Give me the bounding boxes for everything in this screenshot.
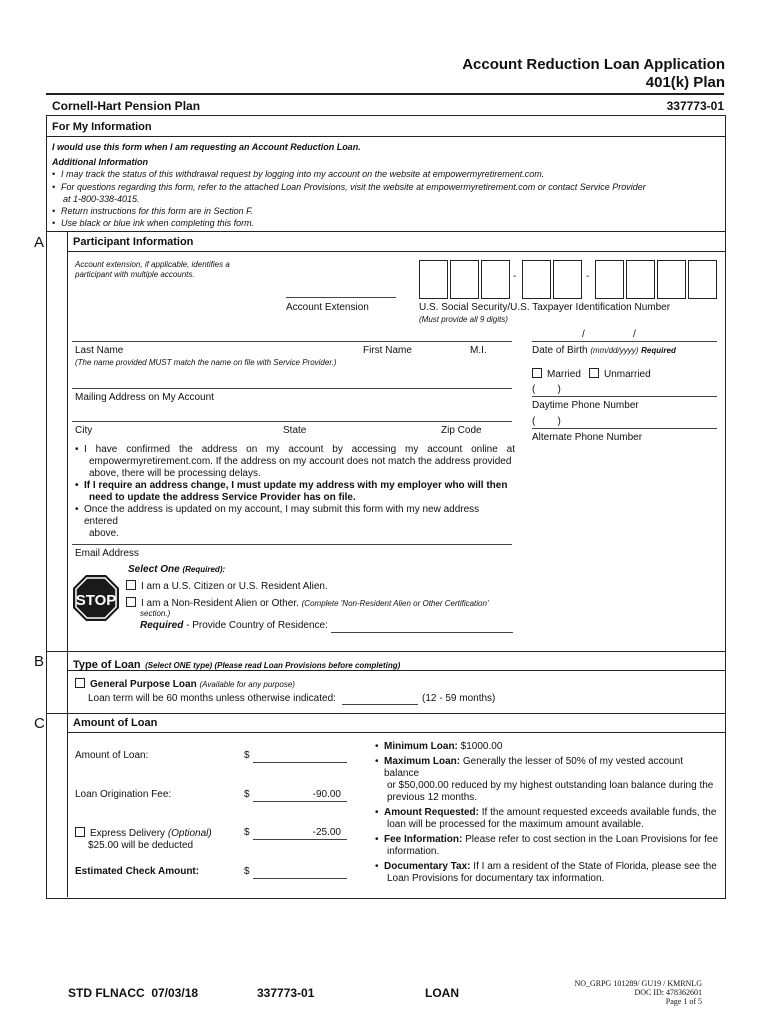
ssn-dash-1: -	[513, 271, 517, 282]
dob-label	[532, 345, 676, 356]
amount-of-loan-field[interactable]	[253, 762, 347, 763]
plan-name: Cornell-Hart Pension Plan	[52, 99, 201, 113]
max-loan-text-1: Generally the lesser of 50% of my vested account balance	[384, 756, 684, 779]
note-fee-information-cont: information.	[387, 846, 440, 857]
unmarried-checkbox[interactable]	[589, 368, 651, 380]
nonresident-note: (Complete 'Non-Resident Alien or Other Certification'	[301, 599, 489, 608]
note-maximum-loan-cont-2: previous 12 months.	[387, 792, 478, 803]
plan-number: 337773-01	[666, 99, 724, 113]
unmarried-label: Unmarried	[604, 369, 651, 380]
additional-info-heading: Additional Information	[52, 157, 148, 167]
dob-required: Required	[641, 346, 676, 355]
info-bullet-4: • Use black or blue ink when completing this form.	[52, 218, 255, 228]
nonresident-option[interactable]	[126, 597, 488, 609]
married-box[interactable]	[532, 368, 542, 378]
info-bullet-3: • Return instructions for this form are in Section F.	[52, 206, 253, 216]
stop-sign-icon	[72, 574, 120, 622]
extension-note	[75, 260, 230, 280]
address-bullet-2: • If I require an address change, I must update my address with my employer who will then	[75, 480, 508, 491]
fee-dollar-sign: $	[244, 789, 250, 800]
country-field[interactable]	[331, 632, 513, 633]
min-loan-value: $1000.00	[460, 741, 503, 752]
express-delivery-checkbox[interactable]	[75, 827, 85, 837]
first-name-label: First Name	[363, 345, 412, 356]
loan-notes	[375, 741, 720, 885]
extension-note-line-2: participant with multiple accounts.	[75, 270, 195, 279]
section-c-letter: C	[34, 715, 45, 732]
ssn-digit-8[interactable]	[657, 260, 686, 299]
form-subtitle: 401(k) Plan	[645, 74, 725, 91]
select-one-required: (Required):	[182, 565, 226, 574]
address-bullet-3-cont: above.	[89, 528, 120, 539]
origination-fee-label: Loan Origination Fee:	[75, 789, 172, 800]
estimated-dollar-sign: $	[244, 866, 250, 877]
married-label: Married	[547, 369, 581, 380]
ssn-note: (Must provide all 9 digits)	[419, 315, 508, 324]
city-label: City	[75, 425, 93, 436]
mi-label: M.I.	[470, 345, 487, 356]
express-dollar-sign: $	[244, 827, 250, 838]
country-required: Required	[140, 620, 184, 631]
section-a-top-rule	[46, 231, 725, 232]
estimated-check-field[interactable]	[253, 878, 347, 879]
name-note: (The name provided MUST match the name on file with Service Provider.)	[75, 358, 337, 367]
loan-term-range: (12 - 59 months)	[422, 693, 496, 704]
section-c-letter-divider	[67, 713, 68, 897]
section-c-top-rule	[46, 713, 725, 714]
footer-ref-2: DOC ID: 478362601	[634, 988, 702, 997]
amount-requested-text-1: If the amount requested exceeds available funds, the	[481, 807, 717, 818]
alternate-phone-field[interactable]	[532, 428, 717, 429]
nonresident-option-label: I am a Non-Resident Alien or Other.	[141, 598, 299, 609]
info-bullet-2: • For questions regarding this form, refer to the attached Loan Provisions, visit the website at empowermyretirement.com or contact Service Provider	[52, 182, 646, 192]
section-c-title: Amount of Loan	[73, 717, 158, 729]
email-field[interactable]	[72, 544, 512, 545]
country-row	[140, 620, 328, 631]
address-bullet-1-cont-2: above, there will be processing delays.	[89, 468, 261, 479]
note-documentary-tax-cont: Loan Provisions for documentary tax information.	[387, 873, 605, 884]
footer-references	[574, 979, 702, 1006]
max-loan-label: Maximum Loan:	[384, 756, 461, 767]
amount-requested-label: Amount Requested:	[384, 807, 479, 818]
section-b-letter-divider	[67, 651, 68, 716]
footer-ref-3: Page 1 of 5	[665, 997, 702, 1006]
section-b-title-text: Type of Loan	[73, 659, 141, 671]
ssn-dash-2: -	[586, 271, 590, 282]
info-intro: I would use this form when I am requesting an Account Reduction Loan.	[52, 142, 361, 152]
alternate-phone-parens: ( )	[532, 416, 561, 427]
address-bullets	[75, 444, 515, 540]
daytime-phone-label: Daytime Phone Number	[532, 400, 639, 411]
note-maximum-loan-cont-1: or $50,000.00 reduced by my highest outstanding loan balance during the	[387, 780, 714, 791]
alternate-phone-label: Alternate Phone Number	[532, 432, 643, 443]
extension-note-line-1: Account extension, if applicable, identifies a	[75, 260, 230, 269]
dob-field[interactable]	[532, 341, 717, 342]
daytime-phone-field[interactable]	[532, 396, 717, 397]
note-amount-requested: • Amount Requested: If the amount requested exceeds available funds, the	[375, 807, 717, 818]
section-b-letter: B	[34, 653, 45, 670]
ssn-digit-4[interactable]	[522, 260, 551, 299]
info-bullet-1: • I may track the status of this withdrawal request by logging into my account on the website at empowermyretirement.com.	[52, 169, 545, 179]
ssn-digit-7[interactable]	[626, 260, 655, 299]
express-delivery-value: -25.00	[312, 827, 341, 838]
citizen-option-label: I am a U.S. Citizen or U.S. Resident Alien.	[141, 581, 328, 592]
country-label: - Provide Country of Residence:	[186, 620, 328, 631]
loan-term-text: Loan term will be 60 months unless otherwise indicated:	[88, 693, 336, 704]
express-delivery-note: $25.00 will be deducted	[88, 840, 194, 851]
section-b-top-rule	[46, 651, 725, 652]
note-maximum-loan: • Maximum Loan: Generally the lesser of 50% of my vested account balance	[375, 756, 684, 779]
section-a-title-rule	[67, 251, 725, 252]
city-state-zip-field[interactable]	[72, 421, 512, 422]
fee-information-text-1: Please refer to cost section in the Loan Provisions for fee	[465, 834, 719, 845]
ssn-digit-1[interactable]	[419, 260, 448, 299]
estimated-check-label: Estimated Check Amount:	[75, 866, 200, 877]
general-purpose-label: General Purpose Loan	[90, 679, 197, 690]
section-b-title-rule	[67, 670, 725, 671]
info-heading-rule	[46, 136, 725, 137]
address-bullet-3: • Once the address is updated on my account, I may submit this form with my new address entered	[75, 504, 480, 527]
address-bullet-2-cont: need to update the address Service Provider has on file.	[89, 492, 356, 503]
express-delivery-option[interactable]	[75, 827, 212, 839]
address-bullet-1-cont-1: empowermyretirement.com. If the address on my account does not match the address provided	[89, 456, 512, 467]
footer-ref-1: NO_GRPG 101289/ GU19 / KMRNLG	[574, 979, 702, 988]
select-one-label: Select One	[128, 564, 180, 575]
ssn-digit-3[interactable]	[481, 260, 510, 299]
zip-label: Zip Code	[441, 425, 482, 436]
general-purpose-option[interactable]	[75, 678, 295, 690]
fee-information-label: Fee Information:	[384, 834, 463, 845]
section-a-title: Participant Information	[73, 236, 194, 248]
amount-dollar-sign: $	[244, 750, 250, 761]
citizen-option[interactable]	[126, 580, 328, 592]
ssn-digit-6[interactable]	[595, 260, 624, 299]
documentary-tax-label: Documentary Tax:	[384, 861, 471, 872]
footer-form-code: STD FLNACC 07/03/18	[68, 986, 199, 1000]
married-checkbox[interactable]	[532, 368, 581, 380]
info-bullet-2-cont: at 1-800-338-4015.	[63, 194, 140, 204]
express-delivery-label: Express Delivery	[90, 828, 166, 839]
footer-form-type: LOAN	[425, 986, 459, 1000]
unmarried-box[interactable]	[589, 368, 599, 378]
address-bullet-1: • I have confirmed the address on my account by accessing my account online at	[75, 444, 515, 455]
dob-slash-1: /	[582, 329, 585, 340]
note-fee-information: • Fee Information: Please refer to cost section in the Loan Provisions for fee	[375, 834, 719, 845]
email-label: Email Address	[75, 548, 139, 559]
amount-of-loan-label: Amount of Loan:	[75, 750, 149, 761]
nonresident-note-cont: section.)	[140, 609, 171, 618]
mailing-address-label: Mailing Address on My Account	[75, 392, 214, 403]
form-title: Account Reduction Loan Application	[462, 56, 725, 73]
express-delivery-optional: (Optional)	[167, 828, 212, 839]
dob-format: (mm/dd/yyyy)	[590, 346, 639, 355]
origination-fee-value: -90.00	[312, 789, 341, 800]
origination-fee-field	[253, 801, 347, 802]
ssn-label: U.S. Social Security/U.S. Taxpayer Identification Number	[419, 302, 671, 313]
section-c-title-rule	[67, 732, 725, 733]
last-name-label: Last Name	[75, 345, 124, 356]
general-purpose-checkbox[interactable]	[75, 678, 85, 688]
plan-bar-top-rule	[46, 93, 724, 95]
state-label: State	[283, 425, 307, 436]
nonresident-checkbox[interactable]	[126, 597, 136, 607]
ssn-digit-5[interactable]	[553, 260, 582, 299]
express-delivery-field	[253, 839, 347, 840]
general-purpose-note: (Available for any purpose)	[199, 680, 295, 689]
dob-slash-2: /	[633, 329, 636, 340]
select-one-heading	[128, 564, 225, 575]
dob-label-text: Date of Birth	[532, 345, 588, 356]
name-field-line[interactable]	[72, 341, 512, 342]
ssn-digit-9[interactable]	[688, 260, 717, 299]
mailing-address-field[interactable]	[72, 388, 512, 389]
info-heading: For My Information	[52, 121, 152, 133]
note-amount-requested-cont: loan will be processed for the maximum amount available.	[387, 819, 644, 830]
min-loan-label: Minimum Loan:	[384, 741, 458, 752]
account-extension-label: Account Extension	[286, 302, 369, 313]
note-minimum-loan: • Minimum Loan: $1000.00	[375, 741, 503, 752]
ssn-digit-2[interactable]	[450, 260, 479, 299]
documentary-tax-text-1: If I am a resident of the State of Florida, please see the	[473, 861, 717, 872]
section-a-letter: A	[34, 234, 45, 251]
note-documentary-tax: • Documentary Tax: If I am a resident of the State of Florida, please see the	[375, 861, 717, 872]
citizen-checkbox[interactable]	[126, 580, 136, 590]
account-extension-field[interactable]	[286, 297, 396, 298]
loan-term-field[interactable]	[342, 704, 418, 705]
section-b-title-note: (Select ONE type) (Please read Loan Provisions before completing)	[145, 661, 401, 670]
stop-sign-text: STOP	[75, 592, 117, 609]
section-letter-divider	[67, 231, 68, 651]
daytime-phone-parens: ( )	[532, 384, 561, 395]
footer-plan-number: 337773-01	[257, 986, 315, 1000]
